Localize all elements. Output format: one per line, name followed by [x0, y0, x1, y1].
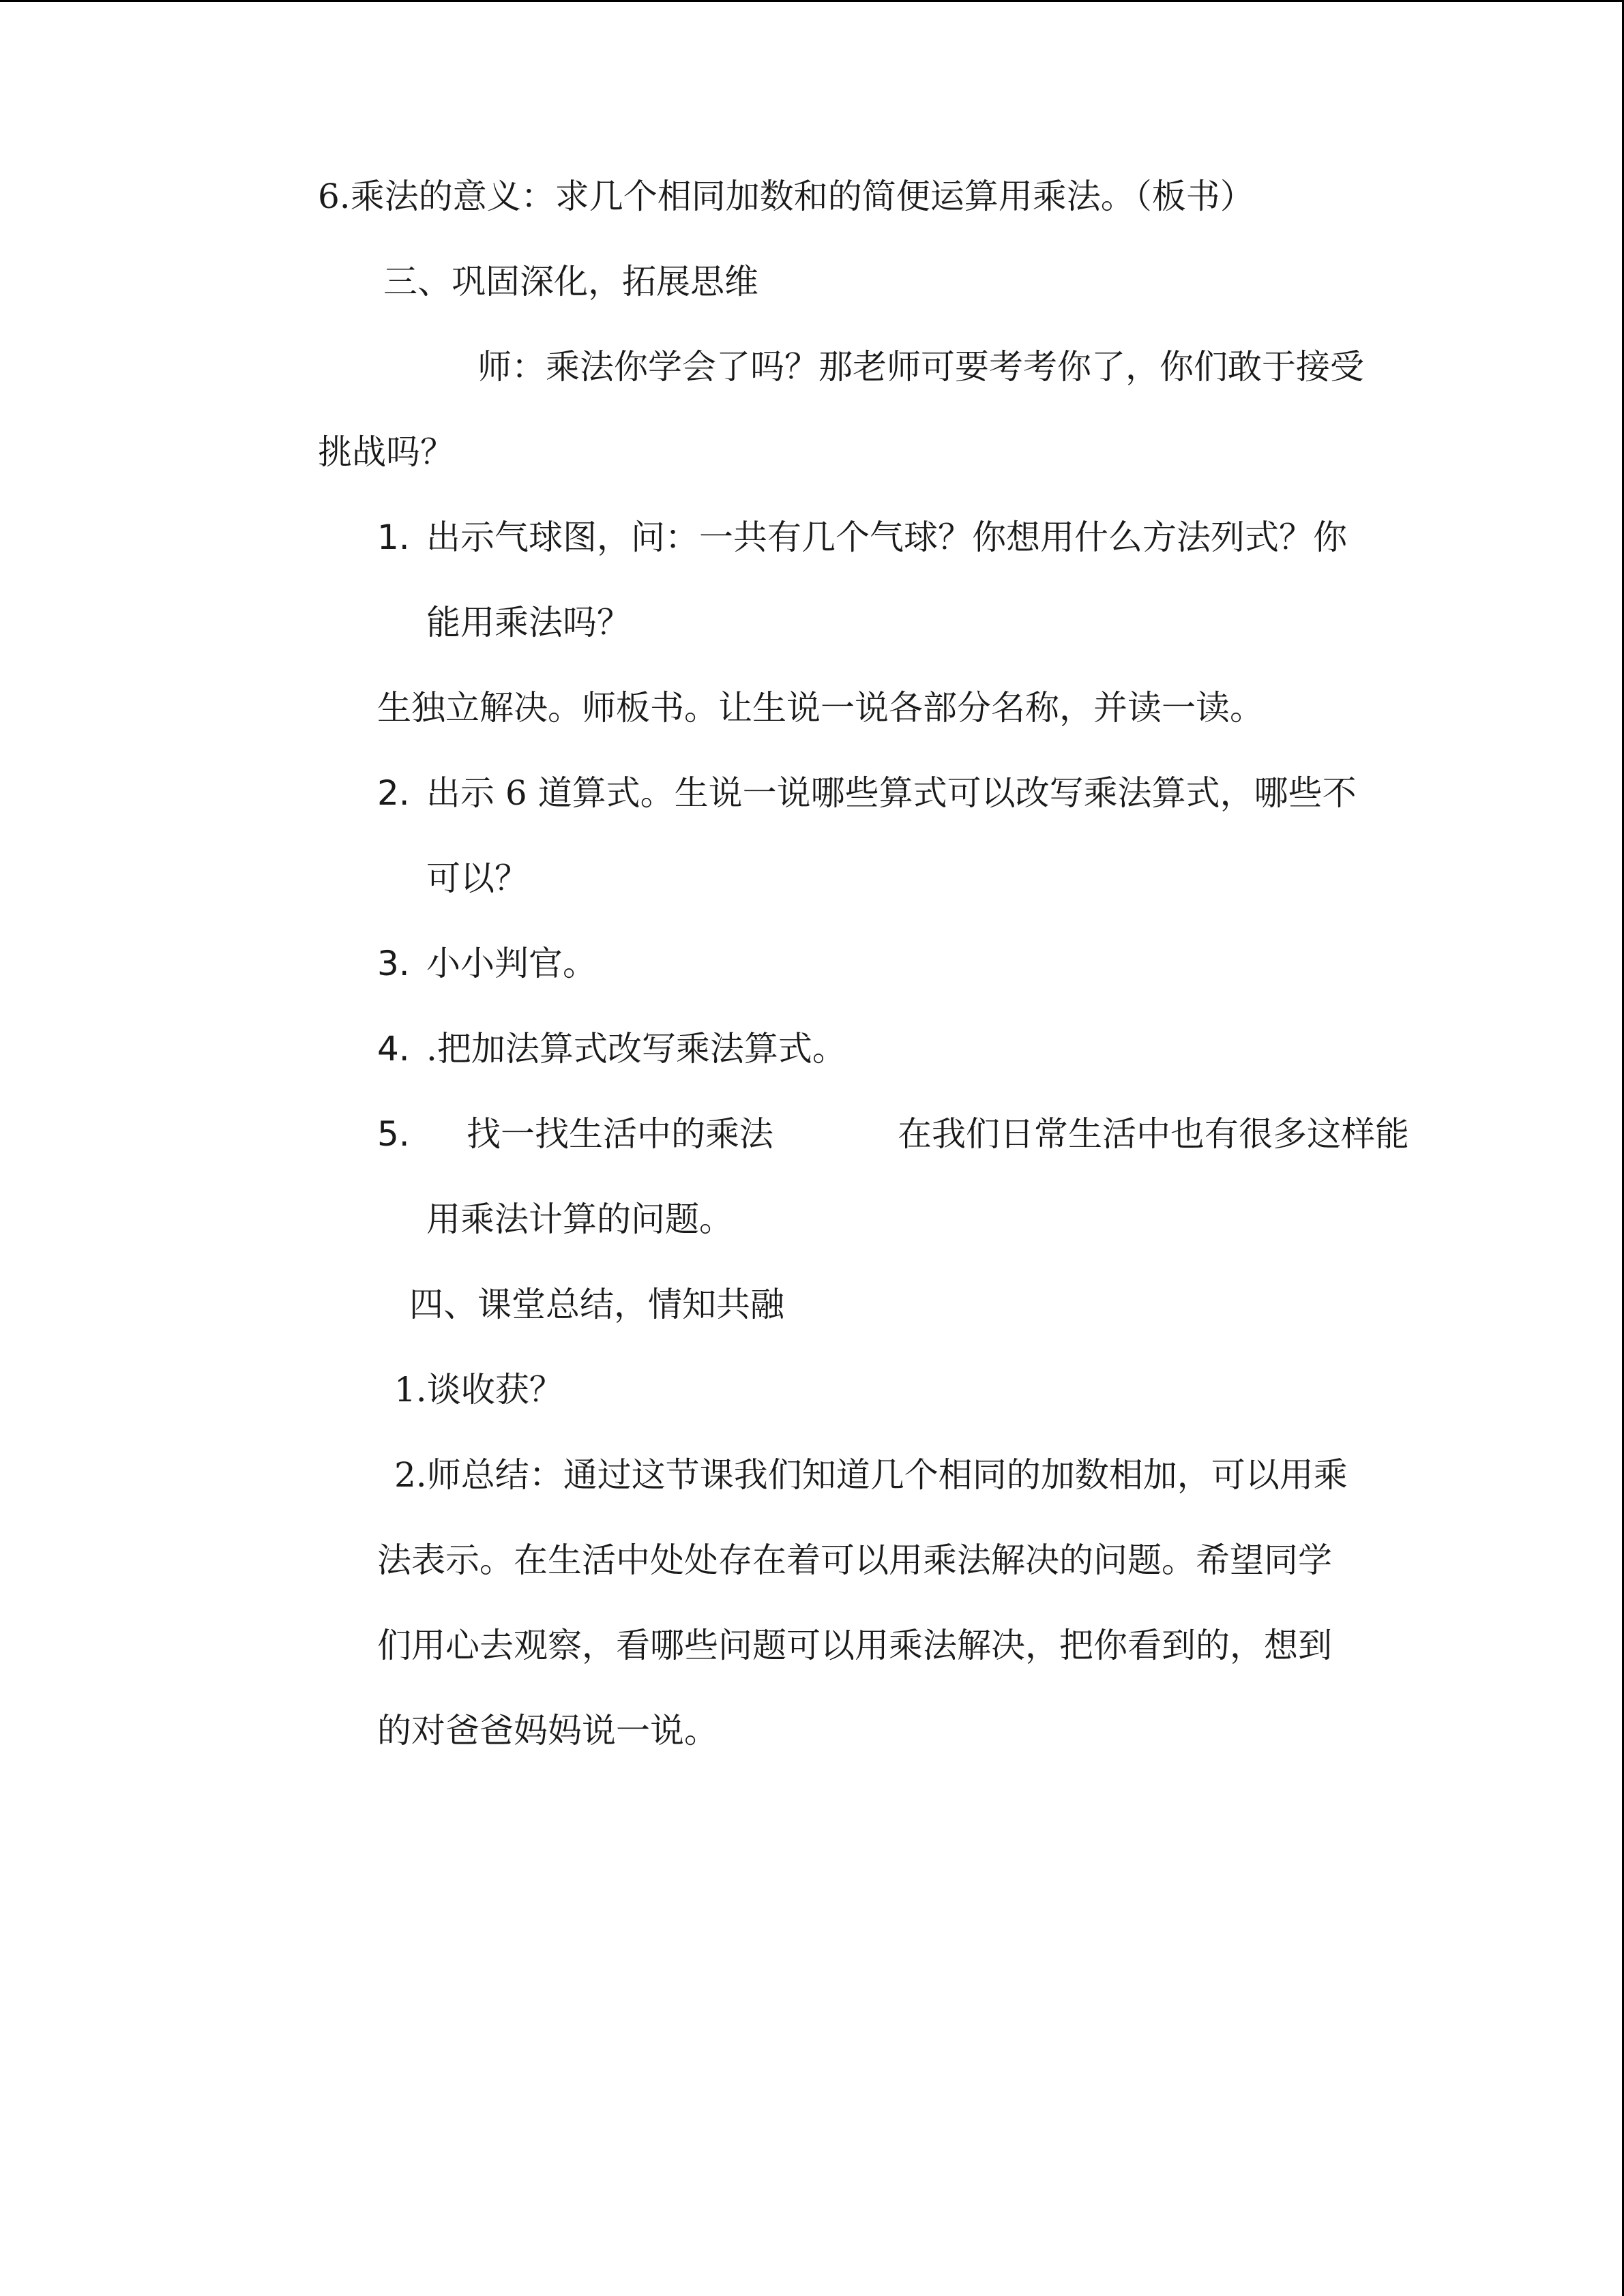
list-item-little-judge: 小小判官。 [426, 944, 597, 983]
list-number-3: 3. [377, 944, 410, 983]
list-number-4: 4. [377, 1029, 410, 1069]
list-number-1: 1. [377, 518, 410, 557]
list-item-find-multiplication: 找一找生活中的乘法 [467, 1114, 773, 1154]
list-number-5: 5. [377, 1114, 410, 1154]
list-item-daily-life: 在我们日常生活中也有很多这样能 [898, 1114, 1409, 1154]
section-heading-summary: 四、课堂总结，情知共融 [409, 1285, 784, 1324]
list-item-balloons: 出示气球图，问：一共有几个气球？你想用什么方法列式？你 [426, 518, 1347, 557]
list-item-rewrite: .把加法算式改写乘法算式。 [426, 1029, 846, 1069]
summary-item-teacher-summary-cont-1: 法表示。在生活中处处存在着可以用乘法解决的问题。希望同学 [377, 1540, 1332, 1580]
paragraph-teacher-question-cont: 挑战吗？ [318, 432, 454, 472]
list-item-six-formulas: 出示 6 道算式。生说一说哪些算式可以改写乘法算式，哪些不 [426, 773, 1357, 813]
summary-item-teacher-summary-cont-3: 的对爸爸妈妈说一说。 [377, 1711, 718, 1750]
paragraph-teacher-question: 师：乘法你学会了吗？那老师可要考考你了，你们敢于接受 [477, 347, 1364, 387]
list-item-daily-life-cont: 用乘法计算的问题。 [426, 1199, 733, 1239]
paragraph-multiplication-meaning: 6.乘法的意义：求几个相同加数和的简便运算用乘法。（板书） [318, 177, 1254, 216]
summary-item-teacher-summary-cont-2: 们用心去观察，看哪些问题可以用乘法解决，把你看到的，想到 [377, 1626, 1332, 1665]
list-item-balloons-cont: 能用乘法吗？ [426, 603, 631, 642]
list-item-six-formulas-cont: 可以？ [426, 859, 529, 898]
summary-item-harvest: 1.谈收获？ [394, 1370, 563, 1410]
paragraph-students-solve: 生独立解决。师板书。让生说一说各部分名称，并读一读。 [377, 688, 1264, 728]
section-heading-consolidate: 三、巩固深化，拓展思维 [383, 262, 758, 301]
summary-item-teacher-summary: 2.师总结：通过这节课我们知道几个相同的加数相加，可以用乘 [394, 1455, 1348, 1495]
list-number-2: 2. [377, 773, 410, 813]
page-top-border [0, 0, 1624, 2]
